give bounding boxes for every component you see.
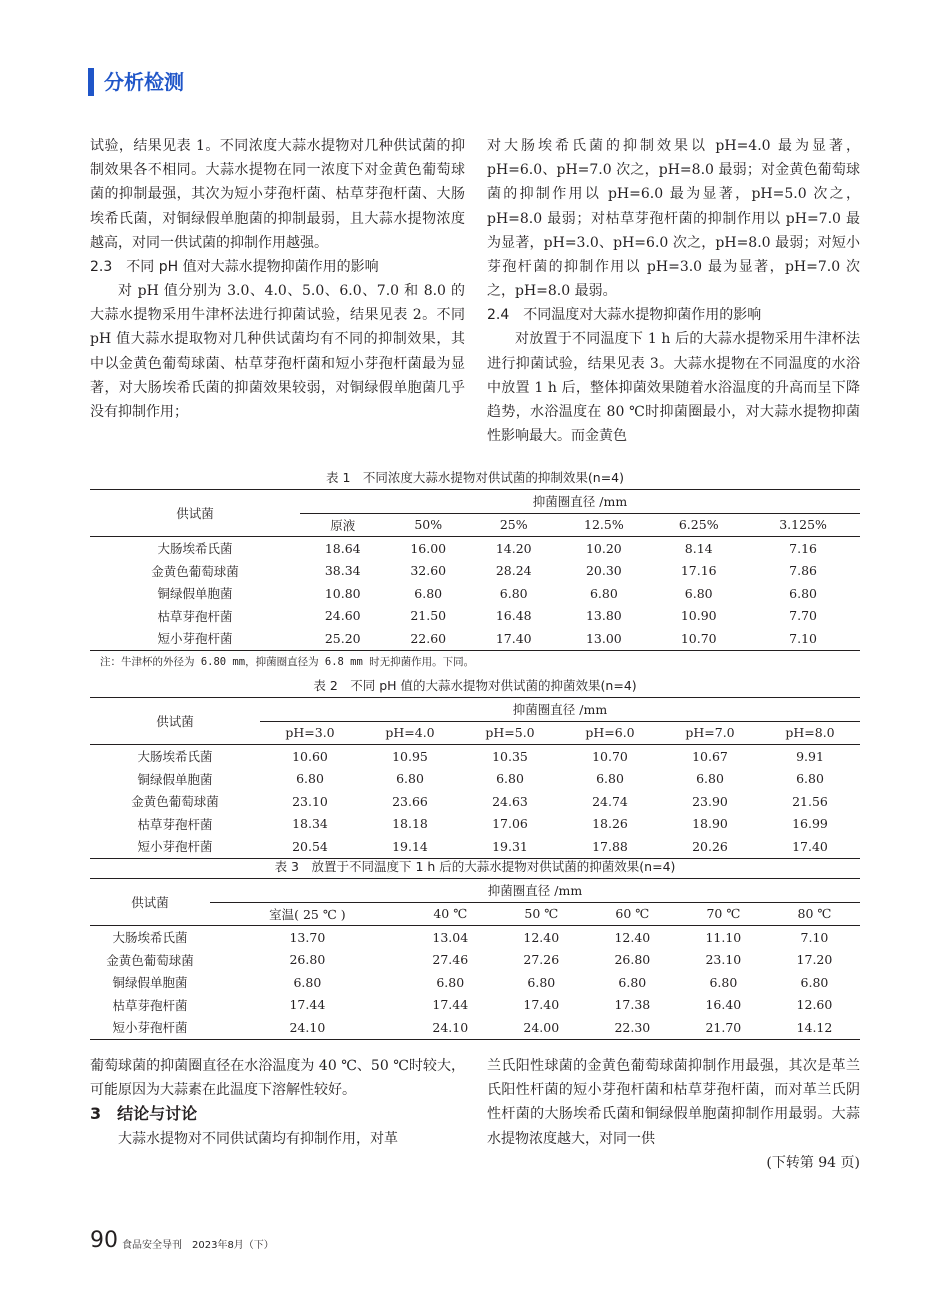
table-row — [90, 949, 860, 972]
table-cell: 17.16 — [680, 563, 717, 579]
table-cell: 24.10 — [210, 1016, 405, 1039]
column-header: pH=5.0 — [460, 721, 560, 745]
column-header: 室温( 25 ℃ ) — [210, 902, 405, 926]
row-label: 大肠埃希氏菌 — [112, 930, 188, 946]
table-cell: 8.14 — [684, 540, 713, 556]
column-header: 25% — [471, 513, 556, 537]
table-cell: 6.80 — [796, 771, 824, 787]
table-cell: 6.80 — [589, 585, 618, 601]
table-cell: 6.80 — [684, 585, 713, 601]
paragraph: 葡萄球菌的抑菌圈直径在水浴温度为 40 ℃、50 ℃时较大，可能原因为大蒜素在此温度下溶解性较好。 — [90, 1058, 465, 1099]
table-cell: 17.06 — [492, 816, 528, 832]
column-header: 70 ℃ — [678, 902, 769, 926]
table-cell: 24.10 — [405, 1016, 496, 1039]
table-cell: 20.54 — [260, 835, 360, 858]
table-row — [90, 627, 860, 650]
table-cell: 10.67 — [692, 748, 728, 764]
paragraph: 对放置于不同温度下 1 h 后的大蒜水提物采用牛津杯法进行抑菌试验，结果见表 3。大蒜水提物在不同温度的水浴中放置 1 h 后，整体抑菌效果随着水浴温度的升高而呈下降趋势，水浴温度在 80 ℃时抑菌圈最小，对大蒜水提物抑菌性影响最大。而金黄色 — [487, 331, 860, 445]
table-cell: 12.40 — [614, 929, 651, 945]
heading-2-4: 2.4 不同温度对大蒜水提物抑菌作用的影响 — [487, 307, 762, 324]
table-cell: 17.40 — [523, 997, 560, 1013]
row-label: 短小芽孢杆菌 — [90, 1016, 210, 1039]
table-cell: 21.70 — [678, 1016, 769, 1039]
row-label: 铜绿假单胞菌 — [137, 771, 213, 787]
row-label: 金黄色葡萄球菌 — [151, 563, 239, 579]
continued-note: (下转第 94 页) — [766, 1154, 860, 1171]
table2-row-header: 供试菌 — [90, 698, 260, 745]
table-cell: 24.63 — [492, 793, 528, 809]
table-cell: 32.60 — [410, 563, 447, 579]
table-cell: 24.74 — [592, 793, 628, 809]
table-cell: 21.56 — [792, 793, 828, 809]
table-row — [90, 560, 860, 583]
table-cell: 6.80 — [296, 771, 324, 787]
table-cell: 12.60 — [796, 997, 833, 1013]
table-cell: 27.26 — [523, 952, 560, 968]
row-label: 金黄色葡萄球菌 — [106, 952, 194, 968]
table-cell: 25.20 — [300, 627, 385, 650]
table-cell: 22.60 — [385, 627, 470, 650]
table-cell: 21.50 — [410, 608, 447, 624]
column-header: 3.125% — [746, 513, 860, 537]
table-cell: 6.80 — [596, 771, 624, 787]
table-cell: 6.80 — [396, 771, 424, 787]
paragraph: 对大肠埃希氏菌的抑制效果以 pH=4.0 最为显著，pH=6.0、pH=7.0 次之，pH=8.0 最弱；对金黄色葡萄球菌的抑制作用以 pH=6.0 最为显著，pH=5.0 次之，pH=8.0 最弱；对枯草芽孢杆菌的抑制作用以 pH=7.0 最为显著，pH=3.0、pH=6.0 次之，pH=8.0 最弱；对短小芽孢杆菌的抑制作用以 pH=3.0 最为显著，pH=7.0 次之，pH=8.0 最弱。 — [487, 138, 860, 300]
table-cell: 23.10 — [705, 952, 742, 968]
table-cell: 13.70 — [289, 929, 326, 945]
table-cell: 38.34 — [324, 563, 361, 579]
row-label: 短小芽孢杆菌 — [90, 627, 300, 650]
table2-caption: 表 2 不同 pH 值的大蒜水提物对供试菌的抑菌效果(n=4) — [313, 678, 637, 693]
table-cell: 17.20 — [796, 952, 833, 968]
table-cell: 6.80 — [499, 585, 528, 601]
page-number: 90 — [90, 1228, 118, 1253]
table2-body — [90, 745, 860, 859]
column-header: 40 ℃ — [405, 902, 496, 926]
table1-caption: 表 1 不同浓度大蒜水提物对供试菌的抑制效果(n=4) — [325, 470, 625, 485]
table-cell: 19.14 — [360, 835, 460, 858]
table-cell: 6.80 — [789, 585, 817, 601]
table-cell: 14.20 — [495, 540, 532, 556]
row-label: 金黄色葡萄球菌 — [131, 794, 219, 810]
section-title: 分析检测 — [104, 70, 184, 94]
table1-note: 注：牛津杯的外径为 6.80 mm，抑菌圈直径为 6.8 mm 时无抑菌作用。下同。 — [100, 656, 475, 668]
row-label: 短小芽孢杆菌 — [90, 835, 260, 858]
column-header: 60 ℃ — [587, 902, 678, 926]
table-cell: 7.70 — [789, 608, 817, 624]
table3-body — [90, 926, 860, 1040]
table-row — [90, 835, 860, 858]
table-cell: 7.10 — [800, 929, 829, 945]
table1 — [90, 489, 860, 651]
table-cell: 17.44 — [289, 997, 326, 1013]
table-cell: 7.86 — [789, 563, 817, 579]
column-header: 6.25% — [651, 513, 746, 537]
table-row — [90, 926, 860, 949]
column-header: 80 ℃ — [769, 902, 860, 926]
table3-caption: 表 3 放置于不同温度下 1 h 后的大蒜水提物对供试菌的抑菌效果(n=4) — [274, 859, 676, 874]
table1-body — [90, 537, 860, 651]
table-cell: 28.24 — [495, 563, 532, 579]
table-cell: 12.40 — [523, 929, 560, 945]
table-cell: 23.10 — [292, 793, 328, 809]
table-cell: 17.44 — [432, 997, 469, 1013]
table-cell: 6.80 — [527, 974, 556, 990]
table-cell: 24.00 — [496, 1016, 587, 1039]
right-column-bottom — [487, 1054, 860, 1175]
table-cell: 6.80 — [293, 974, 322, 990]
paragraph: 兰氏阳性球菌的金黄色葡萄球菌抑制作用最强，其次是革兰氏阳性杆菌的短小芽孢杆菌和枯草芽孢杆菌，而对革兰氏阴性杆菌的大肠埃希氏菌和铜绿假单胞菌抑制作用最弱。大蒜水提物浓度越大，对同一供 — [487, 1058, 860, 1147]
table-cell: 10.70 — [651, 627, 746, 650]
table-cell: 26.80 — [289, 952, 326, 968]
table-row — [90, 605, 860, 628]
table-cell: 7.10 — [746, 627, 860, 650]
table-row — [90, 582, 860, 605]
table-cell: 26.80 — [614, 952, 651, 968]
column-header: 50 ℃ — [496, 902, 587, 926]
column-header: pH=7.0 — [660, 721, 760, 745]
table-cell: 10.70 — [592, 748, 628, 764]
table-cell: 10.35 — [492, 748, 528, 764]
table-cell: 6.80 — [496, 771, 524, 787]
table-cell: 16.00 — [410, 540, 447, 556]
column-header: pH=3.0 — [260, 721, 360, 745]
row-label: 枯草芽孢杆菌 — [157, 608, 233, 624]
table-cell: 17.38 — [614, 997, 651, 1013]
table-cell: 17.40 — [760, 835, 860, 858]
left-column-top — [90, 134, 465, 424]
table2-group-header: 抑菌圈直径 /mm — [260, 698, 860, 722]
journal-info: 食品安全导刊 2023年8月（下） — [122, 1240, 274, 1251]
column-header: 50% — [385, 513, 470, 537]
table-row — [90, 790, 860, 813]
table-cell: 10.80 — [324, 585, 361, 601]
table-cell: 10.60 — [292, 748, 328, 764]
table-cell: 23.66 — [392, 793, 428, 809]
table-cell: 18.34 — [292, 816, 328, 832]
table-cell: 13.04 — [432, 929, 469, 945]
table-cell: 27.46 — [432, 952, 469, 968]
table-row — [90, 537, 860, 560]
table3-group-header: 抑菌圈直径 /mm — [210, 879, 860, 903]
table-cell: 18.26 — [592, 816, 628, 832]
table-cell: 19.31 — [460, 835, 560, 858]
row-label: 大肠埃希氏菌 — [157, 541, 233, 557]
column-header: pH=4.0 — [360, 721, 460, 745]
table-cell: 13.00 — [556, 627, 651, 650]
table-row — [90, 994, 860, 1017]
table2 — [90, 697, 860, 859]
table-cell: 17.40 — [471, 627, 556, 650]
table-cell: 7.16 — [789, 540, 817, 556]
table3-row-header: 供试菌 — [90, 879, 210, 926]
table-cell: 17.88 — [560, 835, 660, 858]
table-row — [90, 768, 860, 791]
row-label: 铜绿假单胞菌 — [112, 975, 188, 991]
column-header: pH=8.0 — [760, 721, 860, 745]
row-label: 枯草芽孢杆菌 — [112, 997, 188, 1013]
row-label: 大肠埃希氏菌 — [137, 749, 213, 765]
table-cell: 10.95 — [392, 748, 428, 764]
heading-2-3: 2.3 不同 pH 值对大蒜水提物抑菌作用的影响 — [90, 259, 379, 276]
table-cell: 18.90 — [692, 816, 728, 832]
paragraph: 大蒜水提物对不同供试菌均有抑制作用，对革 — [118, 1130, 398, 1147]
paragraph: 试验，结果见表 1。不同浓度大蒜水提物对几种供试菌的抑制效果各不相同。大蒜水提物在同一浓度下对金黄色葡萄球菌的抑制最强，其次为短小芽孢杆菌、枯草芽孢杆菌、大肠埃希氏菌，对铜绿假单胞菌的抑制最弱，且大蒜水提物浓度越高，对同一供试菌的抑制作用越强。 — [90, 138, 465, 251]
table-cell: 18.18 — [392, 816, 428, 832]
table-cell: 11.10 — [705, 929, 742, 945]
right-column-top — [487, 134, 860, 448]
table-row — [90, 1016, 860, 1039]
table-cell: 22.30 — [587, 1016, 678, 1039]
column-header: pH=6.0 — [560, 721, 660, 745]
table-cell: 20.26 — [660, 835, 760, 858]
table-cell: 6.80 — [709, 974, 738, 990]
table-cell: 13.80 — [585, 608, 622, 624]
table1-row-header: 供试菌 — [90, 490, 300, 537]
table-cell: 23.90 — [692, 793, 728, 809]
table-cell: 16.48 — [495, 608, 532, 624]
table-cell: 6.80 — [436, 974, 465, 990]
table3 — [90, 878, 860, 1040]
row-label: 铜绿假单胞菌 — [157, 586, 233, 602]
table-cell: 24.60 — [324, 608, 361, 624]
table-cell: 16.99 — [792, 816, 828, 832]
left-column-bottom — [90, 1054, 465, 1151]
table-cell: 6.80 — [618, 974, 647, 990]
table-cell: 10.20 — [585, 540, 622, 556]
table-cell: 6.80 — [414, 585, 443, 601]
column-header: 原液 — [300, 513, 385, 537]
heading-3: 3 结论与讨论 — [90, 1104, 198, 1124]
row-label: 枯草芽孢杆菌 — [137, 816, 213, 832]
table-cell: 6.80 — [696, 771, 724, 787]
table-row — [90, 813, 860, 836]
paragraph: 对 pH 值分别为 3.0、4.0、5.0、6.0、7.0 和 8.0 的大蒜水提物采用牛津杯法进行抑菌试验，结果见表 2。不同 pH 值大蒜水提取物对几种供试菌均有不同的抑制效果，其中以金黄色葡萄球菌、枯草芽孢杆菌和短小芽孢杆菌最为显著，对大肠埃希氏菌的抑菌效果较弱，对铜绿假单胞菌几乎没有抑制作用； — [90, 283, 465, 421]
table-cell: 14.12 — [769, 1016, 860, 1039]
section-marker — [88, 68, 94, 96]
table-cell: 10.90 — [680, 608, 717, 624]
table-row — [90, 745, 860, 768]
table-cell: 6.80 — [800, 974, 829, 990]
table1-group-header: 抑菌圈直径 /mm — [300, 490, 860, 514]
table-cell: 9.91 — [796, 748, 824, 764]
table-cell: 16.40 — [705, 997, 742, 1013]
table-cell: 18.64 — [324, 540, 361, 556]
column-header: 12.5% — [556, 513, 651, 537]
table-row — [90, 971, 860, 994]
table-cell: 20.30 — [585, 563, 622, 579]
